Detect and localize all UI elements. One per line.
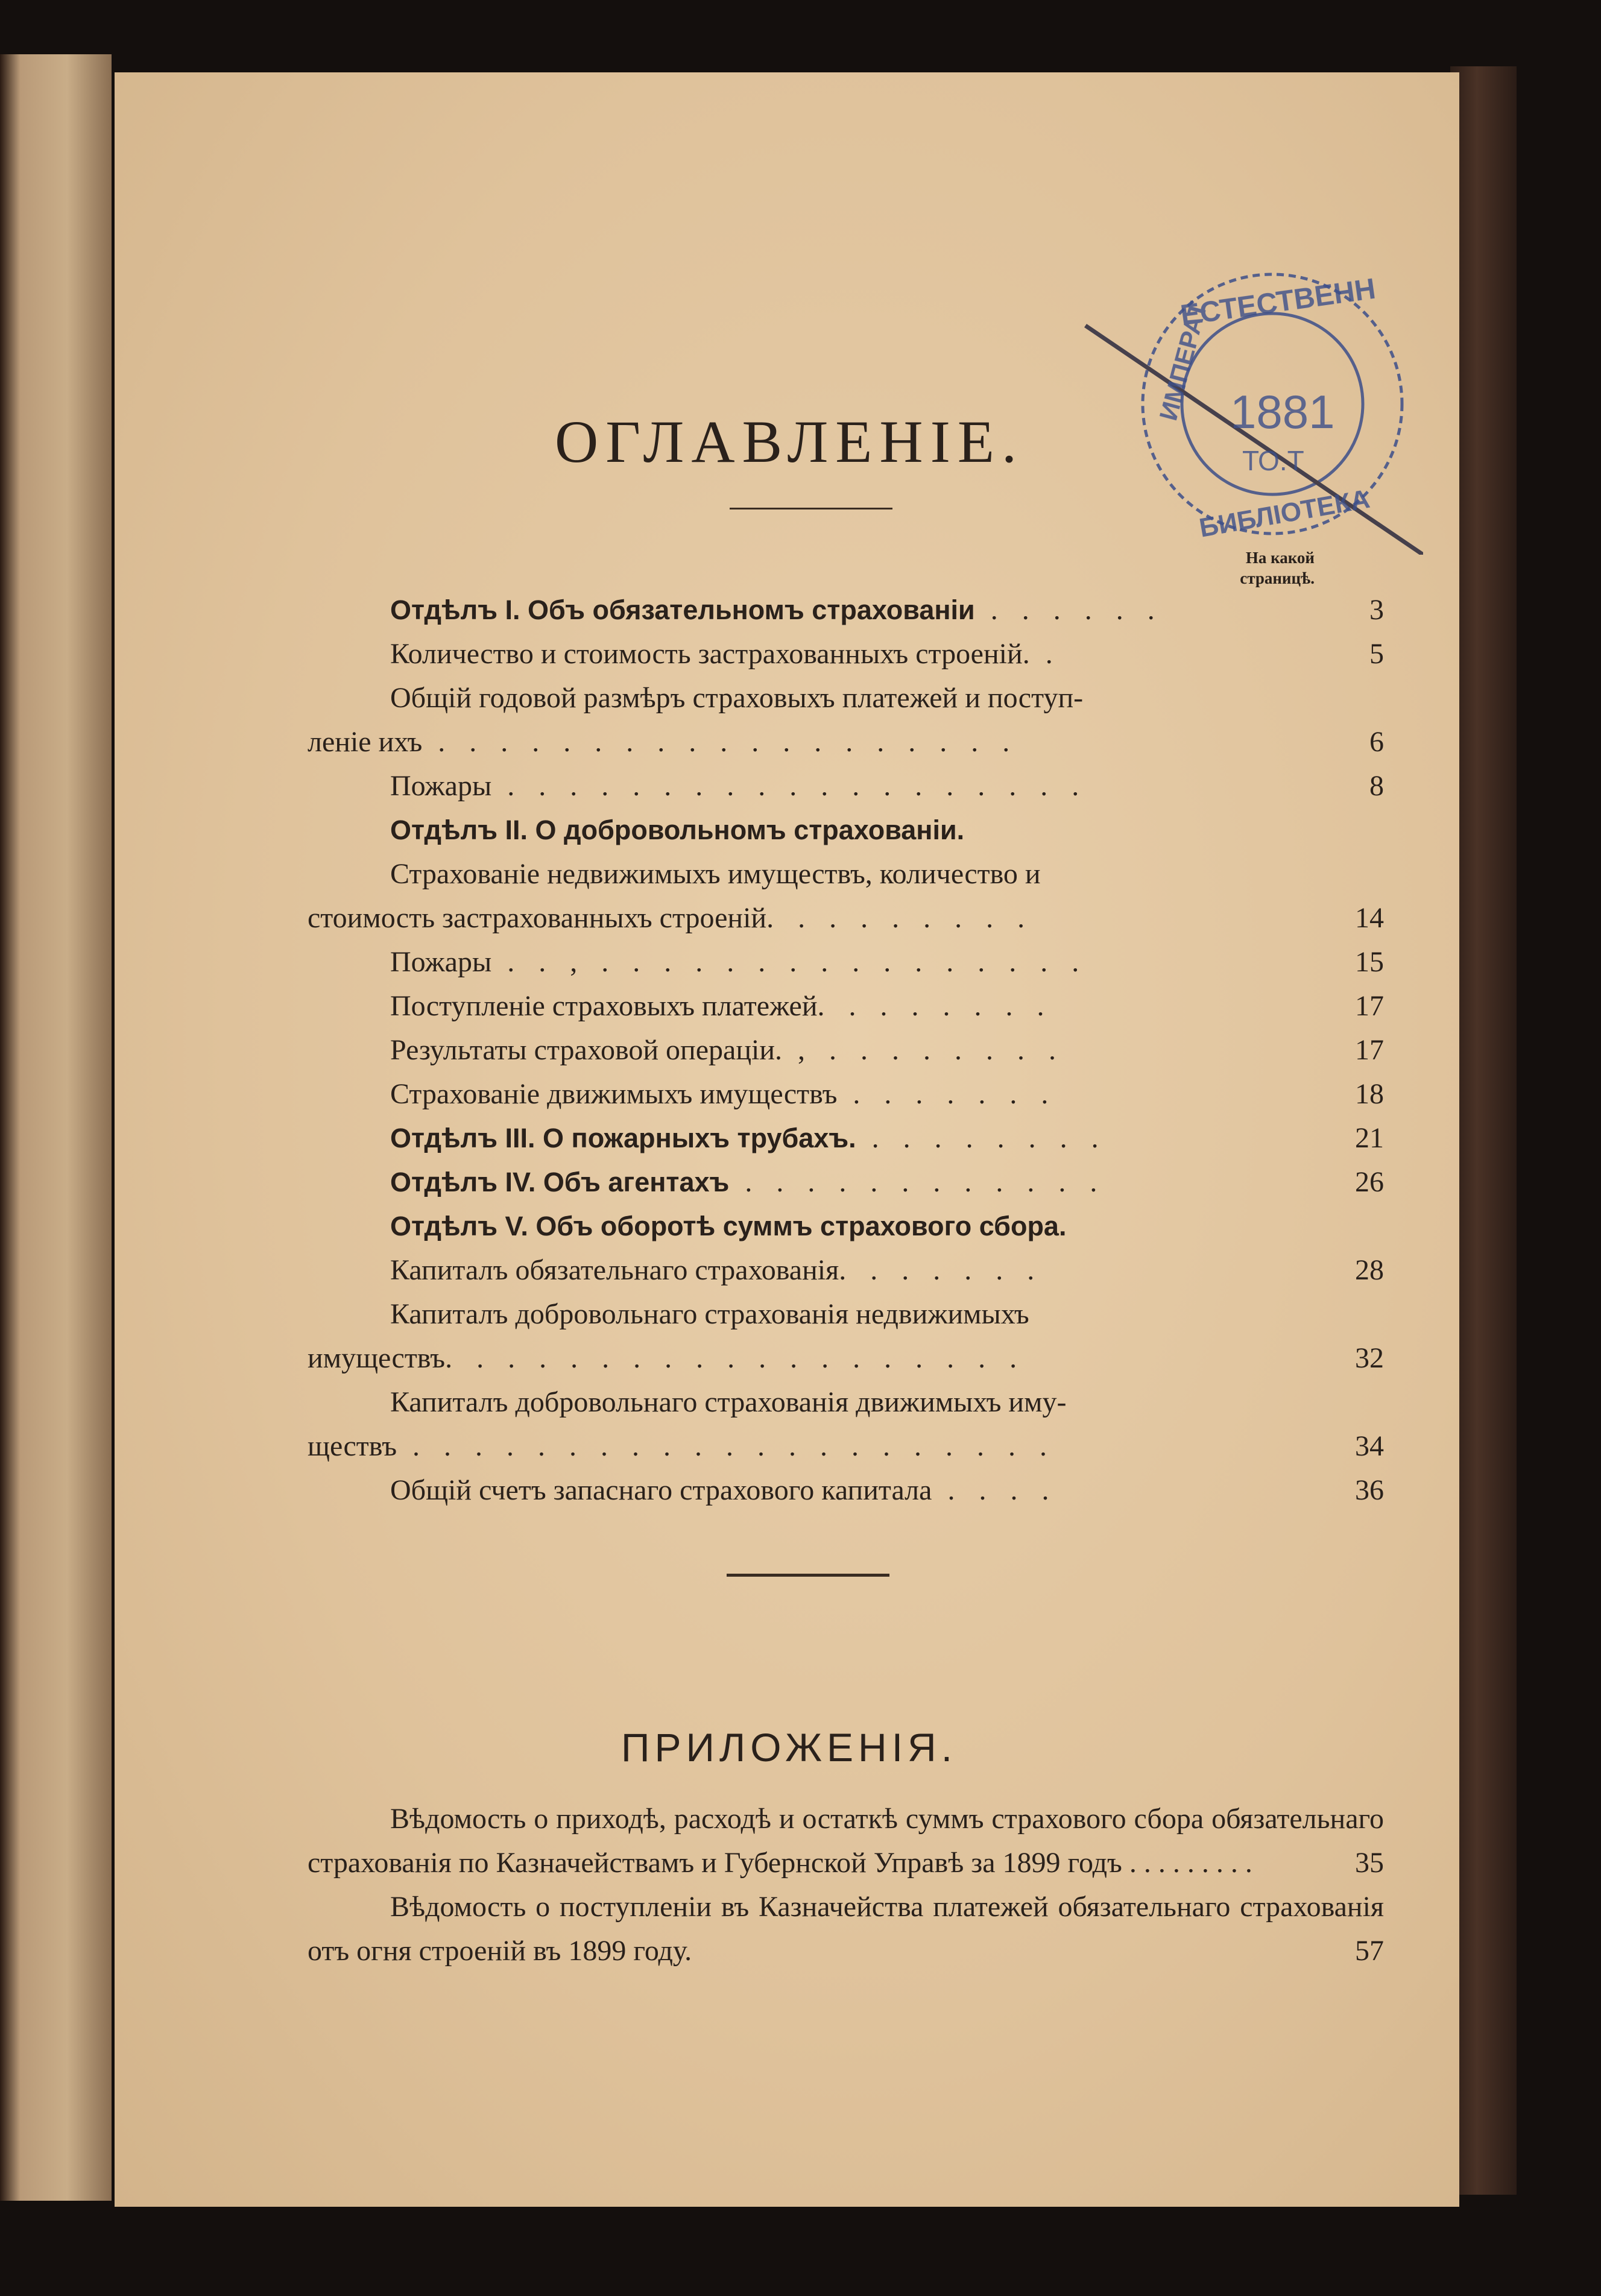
toc-page-number: 32 xyxy=(1355,1342,1384,1374)
toc-leader-dots: , . . . . . . . . xyxy=(782,1034,1065,1066)
toc-entry xyxy=(308,632,1384,676)
library-stamp-icon xyxy=(1037,241,1423,555)
toc-entry-text: Отдѣлъ V. Объ оборотѣ суммъ страхового сбора. xyxy=(390,1211,1067,1241)
table-of-contents xyxy=(308,588,1384,1512)
toc-page-number: 36 xyxy=(1355,1474,1384,1506)
toc-entry xyxy=(308,1292,1384,1336)
stamp-bottom-text: БИБЛІОТЕКА xyxy=(1197,484,1372,543)
toc-entry xyxy=(308,1072,1384,1116)
toc-leader-dots: . . . . . . . . . . . . . . . . . . . xyxy=(445,1342,1026,1374)
appendix-entry-text: Вѣдомость о поступленіи въ Казначейства платежей обязательнаго страхованія отъ огня строеній въ 1899 году. xyxy=(308,1891,1384,1967)
toc-entry xyxy=(308,1424,1384,1468)
toc-entry xyxy=(308,896,1384,940)
toc-entry-text: Капиталъ добровольнаго страхованія недвижимыхъ xyxy=(390,1298,1029,1330)
toc-entry xyxy=(308,1028,1384,1072)
toc-entry-text: Общій годовой размѣръ страховыхъ платежей и поступ- xyxy=(390,682,1084,714)
stamp-tome: ТО.Т xyxy=(1242,445,1304,476)
toc-entry xyxy=(308,588,1384,632)
appendix-page-number: 57 xyxy=(1355,1935,1384,1967)
toc-entry-text: Отдѣлъ II. О добровольномъ страхованіи. xyxy=(390,815,965,845)
toc-leader-dots: . . . . . . . . xyxy=(817,990,1053,1022)
book-left-edge xyxy=(0,54,112,2201)
toc-leader-dots: . . . . . . . . xyxy=(856,1122,1107,1154)
appendix-entry-text: Вѣдомость о приходѣ, расходѣ и остаткѣ суммъ страхового сбора обязательнаго страхованія по Казначействамъ и Губернской Управѣ за 1899 годъ . . . . . . . . . xyxy=(308,1803,1384,1879)
stamp-left-text: ИМПЕРАТ xyxy=(1154,298,1213,424)
toc-leader-dots: . . . . . . . . . . . . xyxy=(729,1166,1106,1198)
toc-entry xyxy=(308,676,1384,720)
toc-leader-dots: . . , . . . . . . . . . . . . . . . . xyxy=(491,946,1088,978)
toc-entry-text: Капиталъ добровольнаго страхованія движимыхъ иму- xyxy=(390,1386,1067,1418)
book-right-edge xyxy=(1450,66,1517,2195)
toc-entry-text: Страхованіе недвижимыхъ имуществъ, количество и xyxy=(390,858,1041,890)
toc-entry xyxy=(308,764,1384,808)
stamp-top-text: ЕСТЕСТВЕНН xyxy=(1178,273,1378,332)
page-title: ОГЛАВЛЕНІЕ. xyxy=(555,408,1024,475)
toc-page-number: 5 xyxy=(1369,638,1384,670)
toc-entry xyxy=(308,1336,1384,1380)
page-column-header: На какой страницѣ. xyxy=(1240,549,1315,587)
toc-entry xyxy=(308,1204,1384,1248)
section-divider xyxy=(727,1574,889,1577)
appendix-entry xyxy=(308,1885,1384,1973)
toc-entry xyxy=(308,1468,1384,1512)
toc-entry-text: Отдѣлъ III. О пожарныхъ трубахъ. xyxy=(390,1123,856,1153)
toc-entry xyxy=(308,852,1384,896)
toc-page-number: 28 xyxy=(1355,1254,1384,1286)
toc-leader-dots: . . . . . . . . . . . . . . . . . . . xyxy=(422,726,1018,758)
toc-leader-dots: . xyxy=(1029,638,1061,670)
toc-entry-text: стоимость застрахованныхъ строеній xyxy=(308,902,767,934)
stamp-year: 1881 xyxy=(1230,385,1335,438)
book-page xyxy=(115,72,1459,2207)
toc-entry-text: Количество и стоимость застрахованныхъ строеній. xyxy=(390,638,1030,670)
toc-page-number: 8 xyxy=(1369,770,1384,802)
toc-page-number: 26 xyxy=(1355,1166,1384,1198)
toc-page-number: 34 xyxy=(1355,1430,1384,1462)
toc-entry xyxy=(308,808,1384,852)
toc-page-number: 14 xyxy=(1355,902,1384,934)
toc-entry xyxy=(308,1116,1384,1160)
toc-entry xyxy=(308,720,1384,764)
toc-entry-text: Пожары xyxy=(390,770,492,802)
toc-entry-text: Пожары xyxy=(390,946,492,978)
toc-page-number: 17 xyxy=(1355,990,1384,1022)
toc-leader-dots: . . . . . . xyxy=(974,594,1163,626)
toc-entry xyxy=(308,940,1384,984)
toc-entry-text: Общій счетъ запаснаго страхового капитала xyxy=(390,1474,932,1506)
toc-entry-text: леніе ихъ xyxy=(308,726,423,758)
toc-entry xyxy=(308,1160,1384,1204)
toc-page-number: 6 xyxy=(1369,726,1384,758)
toc-leader-dots: . . . . . . . xyxy=(839,1254,1043,1286)
toc-entry-text: имуществъ xyxy=(308,1342,446,1374)
title-divider xyxy=(730,508,892,509)
appendix-list xyxy=(308,1797,1384,1973)
toc-entry-text: Результаты страховой операціи. xyxy=(390,1034,783,1066)
toc-entry-text: Поступленіе страховыхъ платежей xyxy=(390,990,818,1022)
toc-leader-dots: . . . . . . . . . xyxy=(766,902,1034,934)
appendix-page-number: 35 xyxy=(1355,1847,1384,1879)
toc-page-number: 21 xyxy=(1355,1122,1384,1154)
toc-leader-dots: . . . . . . . xyxy=(837,1078,1057,1110)
toc-entry xyxy=(308,1248,1384,1292)
toc-page-number: 18 xyxy=(1355,1078,1384,1110)
toc-entry-text: Отдѣлъ IV. Объ агентахъ xyxy=(390,1167,730,1197)
toc-entry-text: ществъ xyxy=(308,1430,397,1462)
toc-page-number: 15 xyxy=(1355,946,1384,978)
toc-leader-dots: . . . . xyxy=(932,1474,1058,1506)
page-content xyxy=(115,72,1459,2207)
toc-entry-text: Отдѣлъ I. Объ обязательномъ страхованіи xyxy=(390,594,975,625)
toc-leader-dots: . . . . . . . . . . . . . . . . . . . . . xyxy=(397,1430,1056,1462)
appendix-title: ПРИЛОЖЕНІЯ. xyxy=(621,1725,958,1770)
toc-page-number: 17 xyxy=(1355,1034,1384,1066)
toc-entry xyxy=(308,1380,1384,1424)
toc-page-number: 3 xyxy=(1369,594,1384,626)
toc-entry-text: Страхованіе движимыхъ имуществъ xyxy=(390,1078,838,1110)
toc-leader-dots: . . . . . . . . . . . . . . . . . . . xyxy=(491,770,1088,802)
toc-entry-text: Капиталъ обязательнаго страхованія xyxy=(390,1254,839,1286)
toc-entry xyxy=(308,984,1384,1028)
appendix-entry xyxy=(308,1797,1384,1885)
